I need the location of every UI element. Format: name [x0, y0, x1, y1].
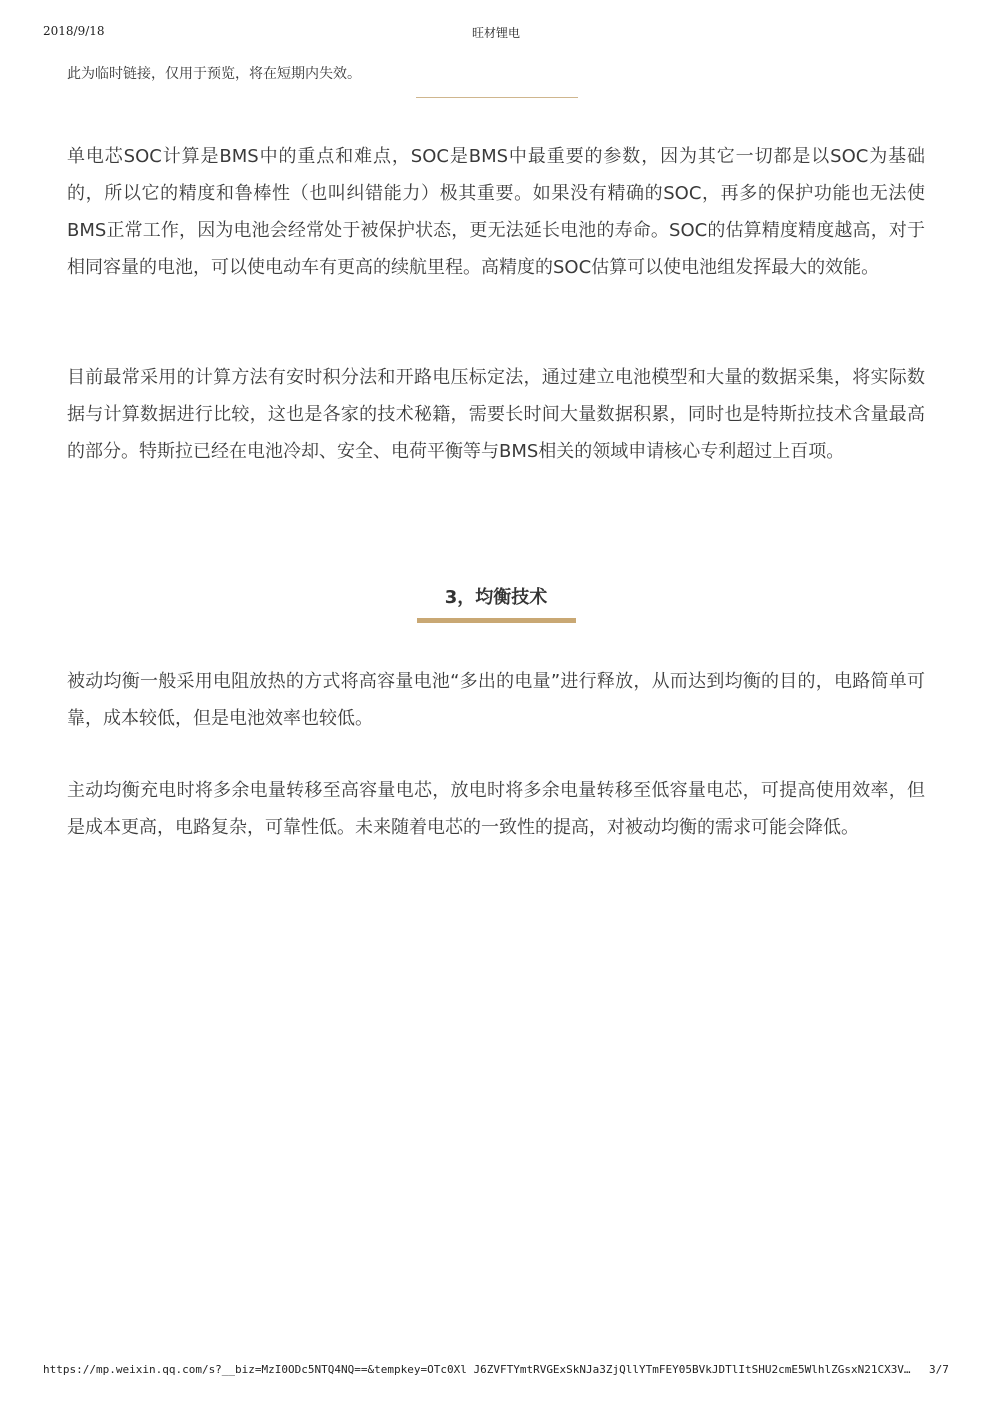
print-header-date: 2018/9/18	[43, 24, 105, 38]
article-paragraph: 主动均衡充电时将多余电量转移至高容量电芯，放电时将多余电量转移至低容量电芯，可提高使用效率，但是成本更高，电路复杂，可靠性低。未来随着电芯的一致性的提高，对被动均衡的需求可能会降低。	[67, 780, 925, 838]
section-title-underline	[417, 618, 576, 623]
article-paragraph: 被动均衡一般采用电阻放热的方式将高容量电池“多出的电量”进行释放，从而达到均衡的目的，电路简单可靠，成本较低，但是电池效率也较低。	[67, 671, 925, 729]
print-footer-page-number: 3/7	[929, 1363, 949, 1376]
print-header-title: 旺材锂电	[471, 26, 520, 40]
article-paragraph: 单电芯SOC计算是BMS中的重点和难点，SOC是BMS中最重要的参数，因为其它一切都是以SOC为基础的，所以它的精度和鲁棒性（也叫纠错能力）极其重要。如果没有精确的SOC，再多的保护功能也无法使BMS正常工作，因为电池会经常处于被保护状态，更无法延长电池的寿命。SOC的估算精度精度越高，对于相同容量的电池，可以使电动车有更高的续航里程。高精度的SOC估算可以使电池组发挥最大的效能。	[67, 146, 925, 278]
article-paragraph: 目前最常采用的计算方法有安时积分法和开路电压标定法，通过建立电池模型和大量的数据采集，将实际数据与计算数据进行比较，这也是各家的技术秘籍，需要长时间大量数据积累，同时也是特斯拉技术含量最高的部分。特斯拉已经在电池冷却、安全、电荷平衡等与BMS相关的领域申请核心专利超过上百项。	[67, 367, 925, 462]
section-title: 3，均衡技术	[444, 587, 548, 608]
print-footer-url: https://mp.weixin.qq.com/s?__biz=MzI0ODc5NTQ4NQ==&tempkey=OTc0Xl J6ZVFTYmtRVGExSkNJa3ZjQllYTmFEY05BVkJDTlItSHU2cmE5WlhlZGsxN21CX3V…	[43, 1363, 911, 1376]
notice-divider	[416, 97, 578, 98]
temporary-link-notice: 此为临时链接，仅用于预览，将在短期内失效。	[67, 66, 361, 82]
